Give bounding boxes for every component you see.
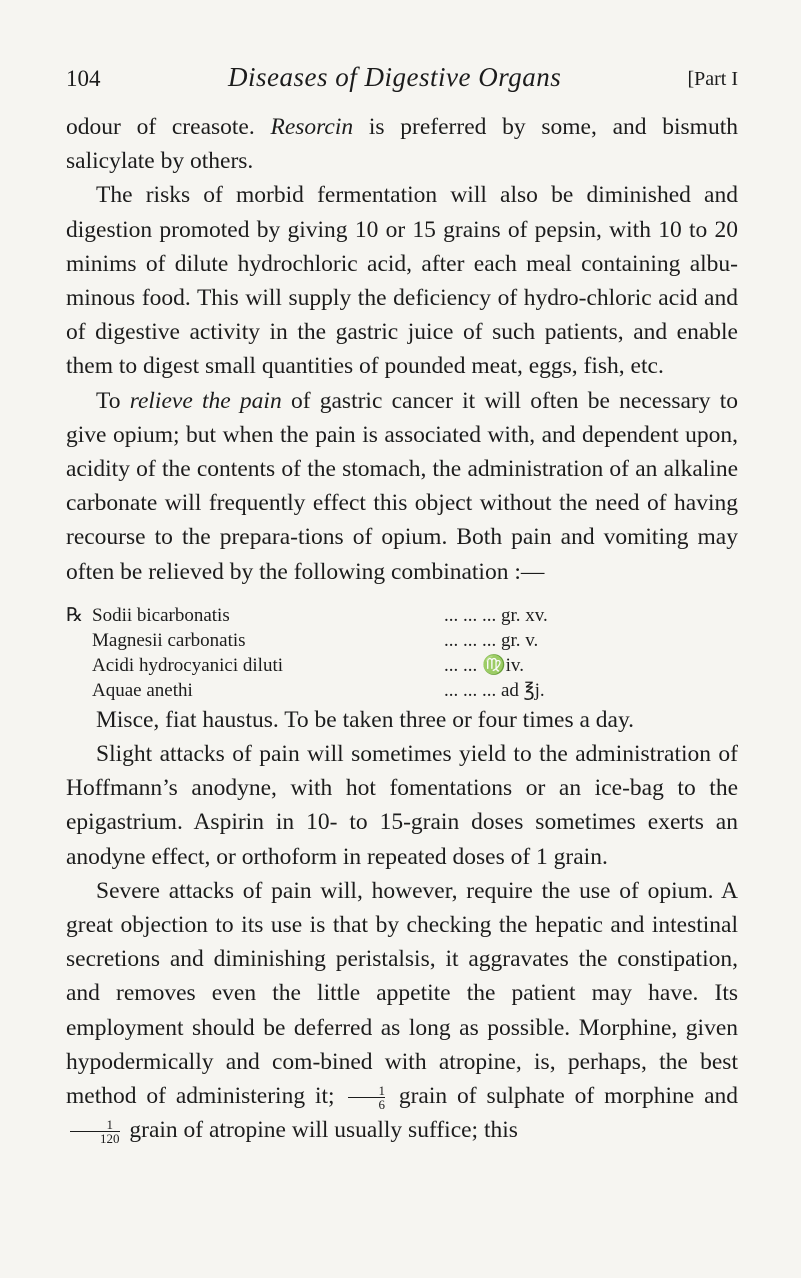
paragraph-opium [66, 874, 738, 1148]
ingredient-name: Acidi hydrocyanici diluti [92, 654, 284, 676]
paragraph [66, 110, 738, 178]
fraction-one-hundred-twentieth [70, 1118, 120, 1145]
leader-dots: ... ... ... [444, 629, 497, 651]
dose-amount: ♍iv. [482, 654, 524, 676]
italic-text: Resorcin [270, 114, 354, 140]
prescription-line [66, 628, 738, 653]
fraction-denominator: 6 [348, 1097, 385, 1111]
fraction-numerator: 1 [378, 1083, 385, 1099]
page-number: 104 [66, 66, 101, 91]
leader-dots: ... ... [444, 654, 478, 676]
recipe-symbol [66, 678, 92, 703]
dose-amount: gr. v. [501, 629, 539, 651]
fraction-numerator: 1 [106, 1117, 113, 1133]
ingredient-dose [444, 678, 738, 703]
prescription-line [66, 653, 738, 678]
prescription-line [66, 603, 738, 628]
paragraph-text: is preferred by some, and bismuth salicylate by others. [66, 114, 738, 175]
paragraph-text: To [96, 387, 130, 414]
paragraph-text: odour of creasote. [66, 114, 271, 140]
part-label: [Part I [687, 68, 738, 90]
fraction-denominator: 120 [70, 1131, 120, 1145]
paragraph [66, 384, 738, 589]
ingredient-name: Sodii bicarbonatis [92, 604, 230, 626]
italic-text: relieve the pain [129, 387, 282, 414]
prescription [66, 603, 738, 703]
dose-amount: gr. xv. [501, 604, 548, 626]
paragraph: Slight attacks of pain will sometimes yield to the administration of Hoffmann’s anodyne, with hot fomentations or an ice-bag to the epigastrium. Aspirin in 10- to 15-grain doses sometimes exerts an anodyne effect, or orthoform in repeated doses of 1 grain. [66, 741, 738, 870]
ingredient-dose [444, 653, 738, 678]
running-title: Diseases of Digestive Organs [228, 62, 562, 92]
paragraph-text: grain of sulphate of morphine and [398, 1083, 739, 1110]
prescription-line [66, 678, 738, 703]
paragraph-text: of gastric cancer it will often be necessary to give opium; but when the pain is associated with, and dependent upon, acidity of the contents of the stomach, the administration of an alkaline carbonate will frequently effect this object without the need of having recourse to the prepara-tions of opium. Both pain and vomiting may often be relieved by the following combination :— [66, 387, 739, 585]
leader-dots: ... ... ... [444, 679, 497, 701]
recipe-symbol [66, 628, 92, 653]
recipe-symbol [66, 653, 92, 678]
prescription-directions: Misce, fiat haustus. To be taken three or four times a day. [96, 706, 635, 733]
paragraph-text: The risks of morbid fermentation will also be diminished and digestion promoted by giving 10 or 15 grains of pepsin, with 10 to 20 minims of dilute hydrochloric acid, after each meal containing albu-minous food. This will supply the deficiency of hydro-chloric acid and of digestive activity in the gastric juice of such patients, and enable them to digest small quantities of pounded meat, eggs, fish, etc. [66, 182, 738, 380]
paragraph-text: Severe attacks of pain will, however, require the use of opium. A great objection to its use is that by checking the hepatic and intestinal secretions and diminishing peristalsis, it aggravates the constipation, and removes even the little appetite the patient may have. Its employment should be deferred as long as possible. Morphine, given hypodermically and com-bined with atropine, is, perhaps, the best method of administering it; [66, 877, 738, 1110]
recipe-symbol: ℞ [66, 604, 84, 626]
paragraph-text: grain of atropine will usually suffice; this [129, 1117, 518, 1144]
ingredient-name: Magnesii carbonatis [92, 629, 246, 651]
ingredient-dose [444, 628, 738, 653]
page-body [66, 110, 738, 1147]
ingredient-dose [444, 603, 738, 628]
dose-amount: ad ℥j. [501, 679, 545, 701]
paragraph [66, 178, 738, 383]
leader-dots: ... ... ... [444, 604, 497, 626]
fraction-one-sixth [348, 1084, 385, 1111]
ingredient-name: Aquae anethi [92, 679, 193, 701]
